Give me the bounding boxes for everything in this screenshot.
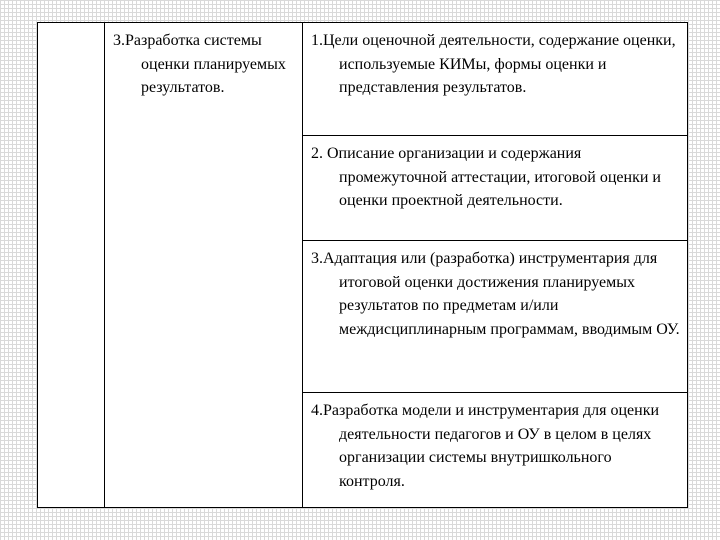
task-text: 2. Описание организации и содержания промежуточной аттестации, итоговой оценки и оценки проектной деятельности. — [311, 145, 661, 209]
task-cell-4 — [303, 393, 688, 508]
table-row — [38, 23, 688, 136]
empty-number-cell — [38, 23, 105, 508]
stage-cell — [105, 23, 303, 508]
task-text: 3.Адаптация или (разработка) инструментария для итоговой оценки достижения планируемых результатов по предметам и/или междисциплинарным программам, вводимым ОУ. — [311, 250, 680, 338]
task-text: 4.Разработка модели и инструментария для оценки деятельности педагогов и ОУ в целом в целях организации системы внутришкольного контроля. — [311, 402, 660, 490]
stage-text: 3.Разработка системы оценки планируемых результатов. — [113, 32, 286, 96]
task-text: 1.Цели оценочной деятельности, содержание оценки, используемые КИМы, формы оценки и представления результатов. — [311, 32, 676, 96]
task-cell-1 — [303, 23, 688, 136]
plan-table — [37, 22, 688, 508]
task-cell-2 — [303, 136, 688, 241]
task-cell-3 — [303, 241, 688, 393]
